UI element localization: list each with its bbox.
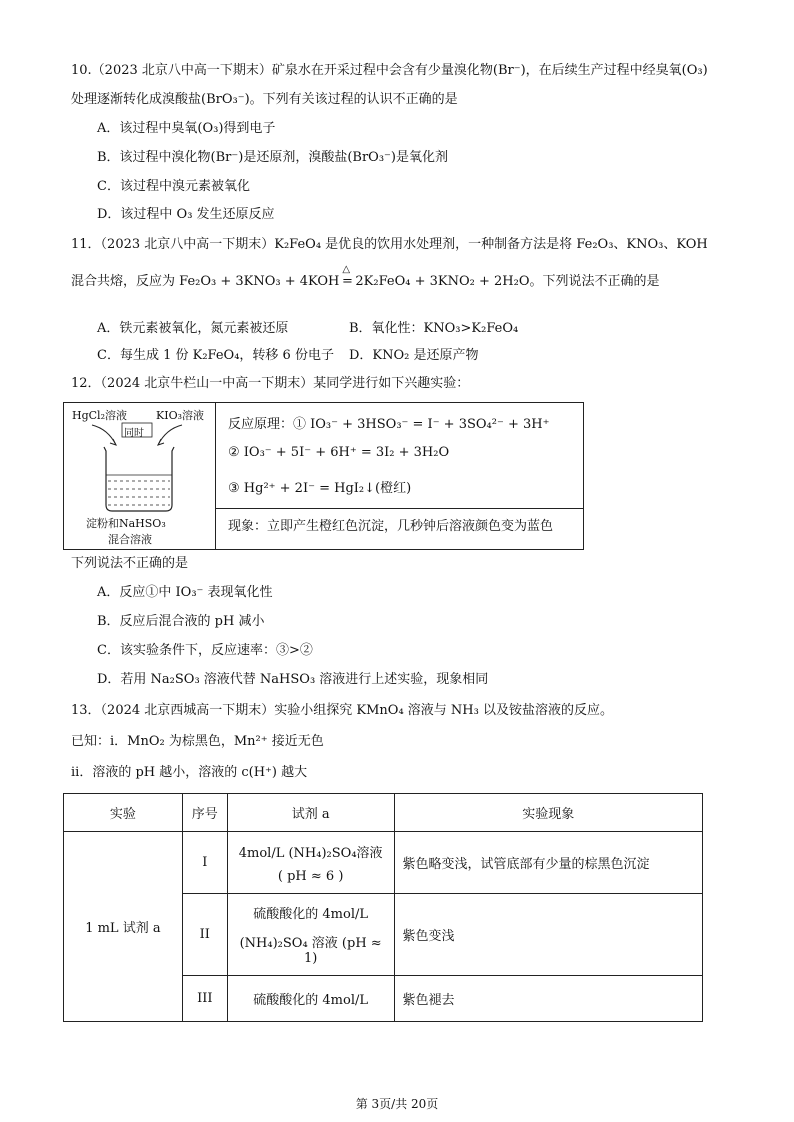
q12-stem: 12．（2024 北京牛栏山一中高一下期末）某同学进行如下兴趣实验： bbox=[71, 376, 470, 391]
row-reagent-line1: 硫酸酸化的 4mol/L bbox=[253, 907, 369, 922]
q11-stem-line2 bbox=[71, 264, 660, 291]
q11-option-b: B．氧化性：KNO₃>K₂FeO₄ bbox=[349, 321, 519, 336]
row-id: I bbox=[182, 832, 227, 894]
row-reagent-line1: 4mol/L (NH₄)₂SO₄溶液 bbox=[238, 845, 383, 861]
q11-option-d: D．KNO₂ 是还原产物 bbox=[349, 348, 479, 363]
row-id: II bbox=[182, 894, 227, 976]
group-label-cell: 1 mL 试剂 a bbox=[64, 832, 183, 1022]
q12-figure bbox=[64, 403, 216, 549]
q12-after: 下列说法不正确的是 bbox=[71, 556, 189, 571]
q12-option-c: C．该实验条件下，反应速率：③>② bbox=[97, 643, 313, 658]
q11-option-c: C．每生成 1 份 K₂FeO₄，转移 6 份电子 bbox=[97, 348, 334, 363]
q11-equation-right: 2K₂FeO₄ + 3KNO₂ + 2H₂O。下列说法不正确的是 bbox=[355, 274, 660, 289]
header-index: 序号 bbox=[182, 794, 227, 832]
row-reagent-line2: ( pH ≈ 6 ) bbox=[277, 868, 344, 884]
q11-stem-line1: 11．（2023 北京八中高一下期末）K₂FeO₄ 是优良的饮用水处理剂，一种制备方法是将 Fe₂O₃、KNO₃、KOH bbox=[71, 237, 708, 252]
q11-option-a: A．铁元素被氧化，氮元素被还原 bbox=[97, 321, 289, 336]
row-id: III bbox=[182, 976, 227, 1022]
heat-triangle-icon: △ bbox=[342, 264, 351, 275]
row-result: 紫色略变浅，试管底部有少量的棕黑色沉淀 bbox=[394, 832, 702, 894]
q12-reaction-1: 反应原理：① IO₃⁻ + 3HSO₃⁻ = I⁻ + 3SO₄²⁻ + 3H⁺ bbox=[228, 417, 550, 432]
header-reagent: 试剂 a bbox=[227, 794, 394, 832]
q11-heat-arrow: △ = bbox=[339, 273, 355, 291]
fig-label-bottom2: 混合溶液 bbox=[108, 533, 152, 546]
row-reagent bbox=[227, 832, 394, 894]
q10-stem-line2: 处理逐渐转化成溴酸盐(BrO₃⁻)。下列有关该过程的认识不正确的是 bbox=[71, 92, 458, 107]
q12-option-d: D．若用 Na₂SO₃ 溶液代替 NaHSO₃ 溶液进行上述实验，现象相同 bbox=[97, 672, 489, 687]
q10-option-b: B．该过程中溴化物(Br⁻)是还原剂，溴酸盐(BrO₃⁻)是氧化剂 bbox=[97, 150, 448, 165]
fig-label-simultaneous: 同时 bbox=[124, 428, 144, 439]
header-phenomenon: 实验现象 bbox=[394, 794, 702, 832]
fig-label-bottom1: 淀粉和NaHSO₃ bbox=[86, 517, 166, 530]
q10-option-a: A．该过程中臭氧(O₃)得到电子 bbox=[97, 121, 276, 136]
fig-label-hgcl2: HgCl₂溶液 bbox=[72, 409, 127, 422]
fig-label-kio3: KIO₃溶液 bbox=[156, 409, 204, 422]
row-result: 紫色变浅 bbox=[394, 894, 702, 976]
q11-equation-left: 混合共熔，反应为 Fe₂O₃ + 3KNO₃ + 4KOH bbox=[71, 274, 340, 289]
page-footer: 第 3页/共 20页 bbox=[355, 1097, 439, 1111]
q12-option-b: B．反应后混合液的 pH 减小 bbox=[97, 614, 265, 629]
q13-known-2: ii．溶液的 pH 越小，溶液的 c(H⁺) 越大 bbox=[71, 765, 308, 780]
q13-known-1: 已知：i．MnO₂ 为棕黑色，Mn²⁺ 接近无色 bbox=[71, 734, 324, 749]
q12-phenomenon: 现象：立即产生橙红色沉淀，几秒钟后溶液颜色变为蓝色 bbox=[228, 519, 554, 534]
table-header-row bbox=[64, 794, 703, 832]
row-reagent bbox=[227, 894, 394, 976]
q13-experiment-table bbox=[63, 793, 703, 1022]
row-reagent: 硫酸酸化的 4mol/L bbox=[227, 976, 394, 1022]
header-experiment: 实验 bbox=[64, 794, 183, 832]
q10-option-c: C．该过程中溴元素被氧化 bbox=[97, 179, 250, 194]
q13-stem: 13．（2024 北京西城高一下期末）实验小组探究 KMnO₄ 溶液与 NH₃ 以及铵盐溶液的反应。 bbox=[71, 703, 613, 718]
q12-experiment-box bbox=[63, 402, 584, 550]
row-result: 紫色褪去 bbox=[394, 976, 702, 1022]
table-row bbox=[64, 832, 703, 894]
q12-option-a: A．反应①中 IO₃⁻ 表现氧化性 bbox=[97, 585, 273, 600]
q10-stem-line1: 10.（2023 北京八中高一下期末）矿泉水在开采过程中会含有少量溴化物(Br⁻)，在后续生产过程中经臭氧(O₃) bbox=[71, 63, 708, 78]
row-reagent-line2: (NH₄)₂SO₄ 溶液 (pH ≈ 1) bbox=[239, 936, 382, 966]
q10-option-d: D．该过程中 O₃ 发生还原反应 bbox=[97, 207, 275, 222]
q12-principle-cell bbox=[216, 403, 583, 509]
q12-reaction-3: ③ Hg²⁺ + 2I⁻ = HgI₂↓(橙红) bbox=[228, 481, 412, 496]
q12-reaction-2: ② IO₃⁻ + 5I⁻ + 6H⁺ = 3I₂ + 3H₂O bbox=[228, 445, 450, 460]
